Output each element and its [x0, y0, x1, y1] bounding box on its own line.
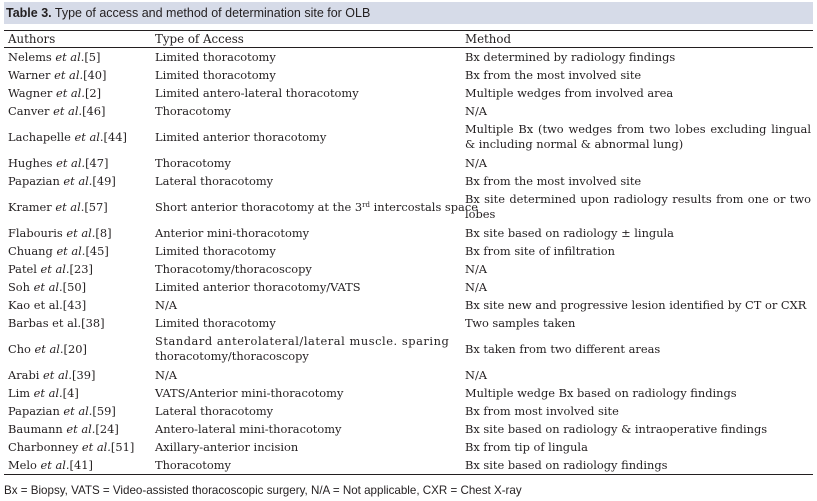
author-cell: Papazian et al.[49]	[8, 174, 116, 188]
table-row	[4, 260, 813, 278]
author-cell: Lim et al.[4]	[8, 386, 79, 400]
table-row	[4, 190, 813, 224]
access-cell: Axillary-anterior incision	[155, 440, 299, 454]
table-row	[4, 278, 813, 296]
access-cell: Thoracotomy	[155, 458, 231, 472]
method-cell: N/A	[465, 262, 488, 276]
access-cell: Limited anterior thoracotomy	[155, 130, 327, 144]
table-header-row	[4, 31, 813, 48]
method-cell: N/A	[465, 156, 488, 170]
author-cell: Wagner et al.[2]	[8, 86, 102, 100]
method-cell: Bx site new and progressive lesion identified by CT or CXR	[465, 298, 807, 312]
author-cell: Barbas et al.[38]	[8, 316, 105, 330]
author-cell: Lachapelle et al.[44]	[8, 130, 127, 144]
method-cell: Multiple wedge Bx based on radiology findings	[465, 386, 737, 400]
method-cell: Multiple Bx (two wedges from two lobes excluding lingual & including normal & abnormal lung)	[465, 122, 811, 151]
method-cell: Bx from most involved site	[465, 404, 619, 418]
table-row	[4, 420, 813, 438]
author-cell: Chuang et al.[45]	[8, 244, 109, 258]
method-cell: Bx site based on radiology ± lingula	[465, 226, 674, 240]
author-cell: Kramer et al.[57]	[8, 200, 108, 214]
table-row	[4, 224, 813, 242]
access-method-table	[4, 30, 813, 475]
method-cell: Bx taken from two different areas	[465, 342, 661, 356]
method-cell: N/A	[465, 104, 488, 118]
table-row	[4, 66, 813, 84]
access-cell: Limited antero-lateral thoracotomy	[155, 86, 359, 100]
access-cell: Limited thoracotomy	[155, 316, 276, 330]
method-cell: Bx determined by radiology findings	[465, 50, 676, 64]
table-row	[4, 438, 813, 456]
method-cell: Multiple wedges from involved area	[465, 86, 674, 100]
access-cell: VATS/Anterior mini-thoracotomy	[155, 386, 344, 400]
method-cell: Two samples taken	[465, 316, 576, 330]
author-cell: Nelems et al.[5]	[8, 50, 101, 64]
access-cell: N/A	[155, 298, 178, 312]
author-cell: Melo et al.[41]	[8, 458, 93, 472]
author-cell: Warner et al.[40]	[8, 68, 107, 82]
method-cell: Bx from the most involved site	[465, 174, 642, 188]
table-row	[4, 48, 813, 66]
access-cell: Lateral thoracotomy	[155, 174, 274, 188]
method-cell: Bx from the most involved site	[465, 68, 642, 82]
method-cell: N/A	[465, 280, 488, 294]
table-row	[4, 84, 813, 102]
table-row	[4, 384, 813, 402]
access-cell: Thoracotomy	[155, 104, 231, 118]
access-cell: Limited thoracotomy	[155, 244, 276, 258]
table-row	[4, 402, 813, 420]
author-cell: Patel et al.[23]	[8, 262, 93, 276]
author-cell: Soh et al.[50]	[8, 280, 87, 294]
author-cell: Charbonney et al.[51]	[8, 440, 135, 454]
author-cell: Hughes et al.[47]	[8, 156, 109, 170]
table-row	[4, 456, 813, 474]
access-cell: Limited thoracotomy	[155, 68, 276, 82]
method-cell: Bx from tip of lingula	[465, 440, 588, 454]
table-title: Type of access and method of determination site for OLB	[51, 6, 371, 20]
author-cell: Arabi et al.[39]	[8, 368, 96, 382]
table-row	[4, 154, 813, 172]
author-cell: Papazian et al.[59]	[8, 404, 116, 418]
table-row	[4, 242, 813, 260]
access-cell: Limited thoracotomy	[155, 50, 276, 64]
table-row	[4, 366, 813, 384]
header-type-of-access: Type of Access	[155, 32, 244, 46]
method-cell: Bx site based on radiology & intraoperative findings	[465, 422, 768, 436]
method-cell: Bx from site of infiltration	[465, 244, 615, 258]
author-cell: Baumann et al.[24]	[8, 422, 119, 436]
method-cell: N/A	[465, 368, 488, 382]
table-row	[4, 296, 813, 314]
table-footnote: Bx = Biopsy, VATS = Video-assisted thoracoscopic surgery, N/A = Not applicable, CXR = Chest X-ray	[4, 484, 522, 497]
header-authors: Authors	[8, 32, 56, 46]
author-cell: Canver et al.[46]	[8, 104, 106, 118]
table-label: Table 3.	[6, 6, 52, 20]
access-cell: Anterior mini-thoracotomy	[155, 226, 310, 240]
method-cell: Bx site based on radiology findings	[465, 458, 668, 472]
access-cell: N/A	[155, 368, 178, 382]
table-caption	[4, 2, 813, 24]
table-row	[4, 120, 813, 154]
method-cell: Bx site determined upon radiology results from one or two lobes	[465, 192, 811, 221]
access-cell: Short anterior thoracotomy at the 3rd intercostals space	[155, 200, 478, 214]
table-row	[4, 102, 813, 120]
author-cell: Kao et al.[43]	[8, 298, 87, 312]
access-cell: Limited anterior thoracotomy/VATS	[155, 280, 361, 294]
table-row	[4, 172, 813, 190]
access-cell: Lateral thoracotomy	[155, 404, 274, 418]
table-row	[4, 332, 813, 366]
header-method: Method	[465, 32, 512, 46]
access-cell: Thoracotomy	[155, 156, 231, 170]
access-cell: Thoracotomy/thoracoscopy	[155, 262, 312, 276]
access-cell: Antero-lateral mini-thoracotomy	[155, 422, 342, 436]
author-cell: Flabouris et al.[8]	[8, 226, 112, 240]
access-cell: Standard anterolateral/lateral muscle. sparing thoracotomy/thoracoscopy	[155, 334, 450, 363]
table-row	[4, 314, 813, 332]
author-cell: Cho et al.[20]	[8, 342, 87, 356]
